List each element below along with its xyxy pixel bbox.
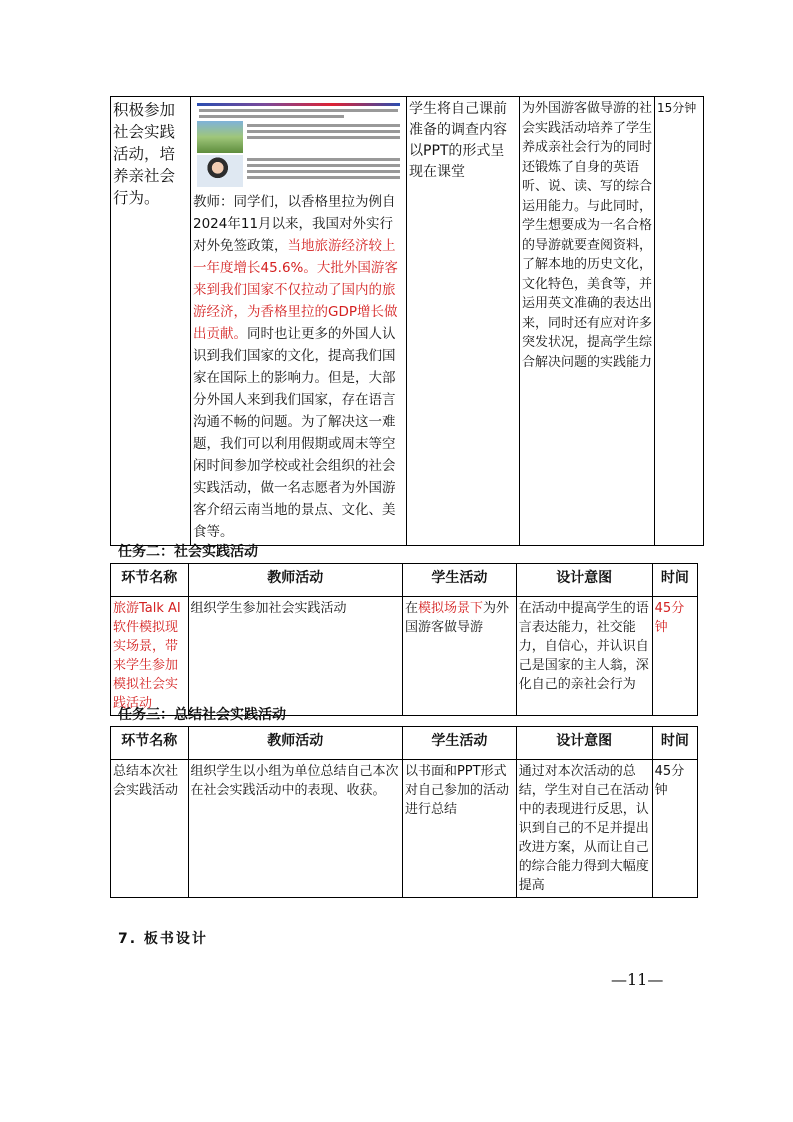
header-stage-name: 环节名称 (111, 727, 189, 760)
header-time: 时间 (652, 727, 697, 760)
lesson-table-task2 (110, 563, 698, 716)
design-intent-cell: 通过对本次活动的总结，学生对自己在活动中的表现进行反思，认识到自己的不足并提出改进方案，从而让自己的综合能力得到大幅度提高 (516, 760, 652, 898)
header-teacher-activity: 教师活动 (188, 727, 402, 760)
news-screenshot-image (193, 103, 404, 191)
design-intent-cell: 在活动中提高学生的语言表达能力，社交能力，自信心，并认识自己是国家的主人翁，深化自己的亲社会行为 (516, 597, 652, 716)
student-activity-cell: 在模拟场景下为外国游客做导游 (402, 597, 516, 716)
stage-name-cell: 总结本次社会实践活动 (111, 760, 189, 898)
header-teacher-activity: 教师活动 (188, 564, 402, 597)
header-design-intent: 设计意图 (516, 564, 652, 597)
design-intent-cell: 为外国游客做导游的社会实践活动培养了学生养成亲社会行为的同时还锻炼了自身的英语听、说、读、写的综合运用能力。与此同时，学生想要成为一名合格的导游就要查阅资料，了解本地的历史文化，文化特色，美食等，并运用英文准确的表达出来，同时还有应对许多突发状况，提高学生综合解决问题的实践能力 (520, 97, 655, 546)
time-cell: 15分钟 (655, 97, 704, 546)
task3-title: 任务三：总结社会实践活动 (118, 707, 286, 723)
stage-name-cell: 积极参加社会实践活动，培养亲社会行为。 (111, 97, 191, 546)
news-item (197, 155, 400, 187)
tourism-growth-highlight: 当地旅游经济较上一年度增长45.6%。大批外国游客来到我们国家不仅拉动了国内的旅游经济，为香格里拉的GDP增长做出贡献。 (193, 238, 398, 342)
news-headline-strip (197, 103, 400, 106)
task2-title: 任务二：社会实践活动 (118, 544, 258, 560)
simulated-scene-highlight: 模拟场景下 (417, 601, 483, 616)
header-design-intent: 设计意图 (516, 727, 652, 760)
board-design-heading: 7. 板书设计 (118, 931, 208, 947)
lesson-table-task1-continued (110, 96, 704, 546)
header-student-activity: 学生活动 (402, 727, 516, 760)
teacher-activity-cell (191, 97, 407, 546)
header-student-activity: 学生活动 (402, 564, 516, 597)
teacher-activity-cell: 组织学生参加社会实践活动 (188, 597, 402, 716)
student-activity-cell: 以书面和PPT形式对自己参加的活动进行总结 (402, 760, 516, 898)
teacher-activity-cell: 组织学生以小组为单位总结自己本次在社会实践活动中的表现、收获。 (188, 760, 402, 898)
stage-name-cell: 旅游Talk AI软件模拟现实场景，带来学生参加模拟社会实践活动 (111, 597, 189, 716)
lesson-table-task3 (110, 726, 698, 898)
landscape-photo-thumbnail (197, 121, 243, 153)
teacher-speech-text: 教师：同学们，以香格里拉为例自2024年11月以来，我国对外实行对外免签政策， (193, 194, 396, 254)
header-time: 时间 (652, 564, 697, 597)
news-text-line (199, 109, 398, 112)
person-photo-thumbnail (197, 155, 243, 187)
teacher-speech-continued: 同时也让更多的外国人认识到我们国家的文化，提高我们国家在国际上的影响力。但是，大部分外国人来到我们国家，存在语言沟通不畅的问题。为了解决这一难题，我们可以利用假期或周末等空闲时间参加学校或社会组织的社会实践活动，做一名志愿者为外国游客介绍云南当地的景点、文化、美食等。 (193, 326, 396, 540)
news-item (197, 121, 400, 153)
header-stage-name: 环节名称 (111, 564, 189, 597)
time-cell: 45分钟 (652, 760, 697, 898)
time-cell: 45分钟 (652, 597, 697, 716)
page-number: —11— (611, 970, 664, 989)
news-text-line (199, 115, 344, 118)
student-activity-cell: 学生将自己课前准备的调查内容以PPT的形式呈现在课堂 (407, 97, 520, 546)
